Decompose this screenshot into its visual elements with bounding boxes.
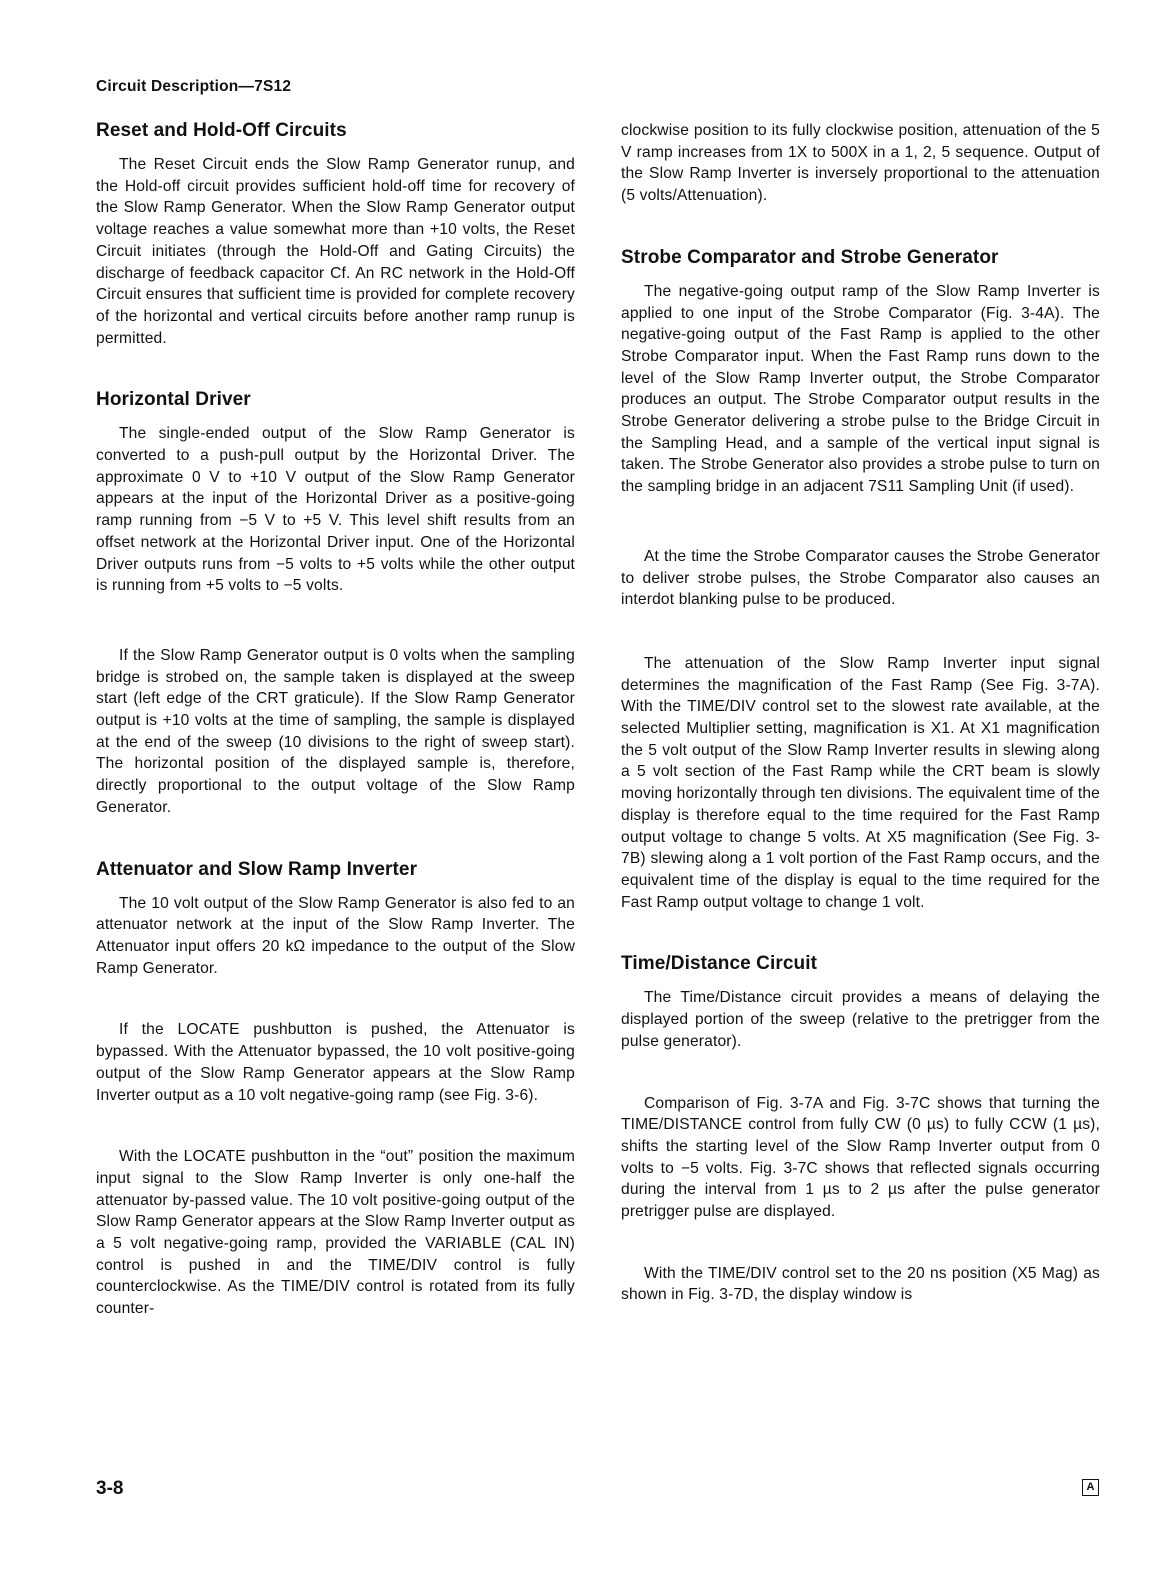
right-column xyxy=(621,120,1100,1306)
paragraph: The 10 volt output of the Slow Ramp Generator is also fed to an attenuator network at the input of the Slow Ramp Inverter. The Attenuator input offers 20 kΩ impedance to the output of the Slow Ramp Generator. xyxy=(96,894,575,977)
paragraph-continuation: clockwise position to its fully clockwise position, attenuation of the 5 V ramp increases from 1X to 500X in a 1, 2, 5 sequence. Output of the Slow Ramp Inverter is inversely proportional to the attenuation (5 volts/Attenuation). xyxy=(621,122,1100,205)
section-heading-time-distance: Time/Distance Circuit xyxy=(621,953,818,975)
paragraph: The attenuation of the Slow Ramp Inverter input signal determines the magnification of the Fast Ramp (See Fig. 3-7A). With the TIME/DIV control set to the slowest rate available, at the selected Multiplier setting, magnification is X1. At X1 magnification the 5 volt output of the Slow Ramp Inverter results in slewing along a 5 volt section of the Fast Ramp while the CRT beam is slowly moving horizontally through ten divisions. The equivalent time of the display is therefore equal to the time required for the Fast Ramp output voltage to change 5 volts. At X5 magnification (See Fig. 3-7B) slewing along a 1 volt portion of the Fast Ramp occurs, and the equivalent time of the display is equal to the time required for the Fast Ramp output voltage to change 1 volt. xyxy=(621,654,1101,911)
paragraph: With the TIME/DIV control set to the 20 ns position (X5 Mag) as shown in Fig. 3-7D, the display window is xyxy=(621,1264,1100,1304)
left-column xyxy=(96,120,575,1320)
paragraph: At the time the Strobe Comparator causes the Strobe Generator to deliver strobe pulses, the Strobe Comparator also causes an interdot blanking pulse to be produced. xyxy=(621,547,1100,609)
paragraph: The Time/Distance circuit provides a means of delaying the displayed portion of the sweep (relative to the pretrigger from the pulse generator). xyxy=(621,989,1100,1050)
section-heading-attenuator: Attenuator and Slow Ramp Inverter xyxy=(96,858,418,880)
section-heading-horizontal-driver: Horizontal Driver xyxy=(96,389,251,411)
running-head: Circuit Description—7S12 xyxy=(96,78,292,95)
section-heading-strobe: Strobe Comparator and Strobe Generator xyxy=(621,246,999,268)
paragraph: If the Slow Ramp Generator output is 0 volts when the sampling bridge is strobed on, the sample taken is displayed at the sweep start (left edge of the CRT graticule). If the Slow Ramp Generator output is +10 volts at the time of sampling, the sample is displayed at the end of the sweep (10 divisions to the right of sweep start). The horizontal position of the displayed sample is, therefore, directly proportional to the output voltage of the Slow Ramp Generator. xyxy=(96,646,575,816)
paragraph: If the LOCATE pushbutton is pushed, the Attenuator is bypassed. With the Attenuator bypassed, the 10 volt positive-going output of the Slow Ramp Generator appears at the Slow Ramp Inverter output as a 10 volt negative-going ramp (see Fig. 3-6). xyxy=(96,1021,575,1104)
section-heading-reset: Reset and Hold-Off Circuits xyxy=(96,120,347,141)
page-number: 3-8 xyxy=(96,1478,124,1499)
paragraph: The negative-going output ramp of the Slow Ramp Inverter is applied to one input of the Strobe Comparator (Fig. 3-4A). The negative-going output of the Fast Ramp is applied to the other Strobe Comparator input. When the Fast Ramp runs down to the level of the Slow Ramp Inverter output, the Strobe Comparator produces an output. The Strobe Comparator output results in the Strobe Generator delivering a strobe pulse to the Bridge Circuit in the Sampling Head, and a sample of the vertical input signal is taken. The Strobe Generator also provides a strobe pulse to turn on the sampling bridge in an adjacent 7S11 Sampling Unit (if used). xyxy=(621,282,1100,496)
paragraph: The Reset Circuit ends the Slow Ramp Generator runup, and the Hold-off circuit provides sufficient hold-off time for recovery of the Slow Ramp Generator. When the Slow Ramp Generator output voltage reaches a value somewhat more than +10 volts, the Reset Circuit initiates (through the Hold-Off and Gating Circuits) the discharge of feedback capacitor Cf. An RC network in the Hold-Off Circuit ensures that sufficient time is provided for complete recovery of the horizontal and vertical circuits before another ramp runup is permitted. xyxy=(96,156,575,347)
paragraph: Comparison of Fig. 3-7A and Fig. 3-7C shows that turning the TIME/DISTANCE control from fully CW (0 µs) to fully CCW (1 µs), shifts the starting level of the Slow Ramp Inverter output from 0 volts to −5 volts. Fig. 3-7C shows that reflected signals occurring during the interval from 1 µs to 2 µs after the pulse generator pretrigger pulse are displayed. xyxy=(621,1094,1100,1221)
paragraph: With the LOCATE pushbutton in the “out” position the maximum input signal to the Slow Ramp Inverter is only one-half the attenuator by-passed value. The 10 volt positive-going output of the Slow Ramp Generator appears at the Slow Ramp Inverter output as a 5 volt negative-going ramp, provided the VARIABLE (CAL IN) control is pushed in and the TIME/DIV control is fully counterclockwise. As the TIME/DIV control is rotated from its fully counter- xyxy=(96,1148,575,1318)
revision-mark: A xyxy=(1082,1479,1099,1496)
paragraph: The single-ended output of the Slow Ramp Generator is converted to a push-pull output by the Horizontal Driver. The approximate 0 V to +10 V output of the Slow Ramp Generator appears at the input of the Horizontal Driver as a positive-going ramp running from −5 V to +5 V. This level shift results from an offset network at the Horizontal Driver input. One of the Horizontal Driver outputs runs from −5 volts to +5 volts while the other output is running from +5 volts to −5 volts. xyxy=(96,425,575,595)
